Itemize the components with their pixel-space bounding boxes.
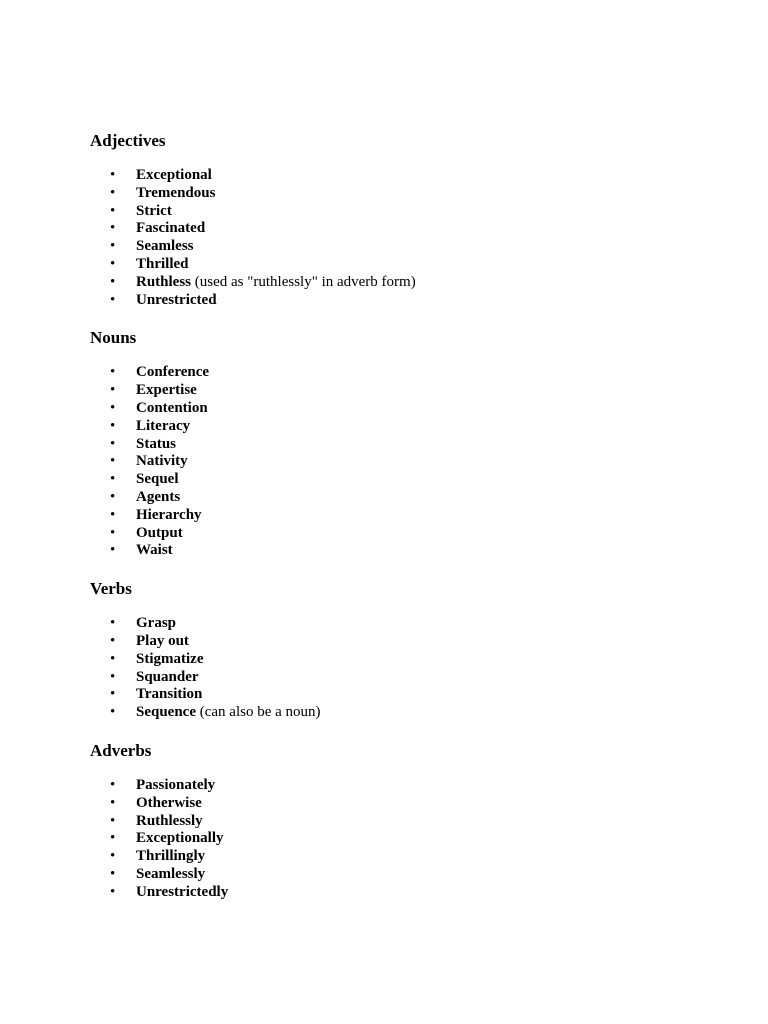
list-item [90, 220, 730, 238]
list-item [90, 615, 730, 633]
list-item [90, 167, 730, 185]
section-heading: Verbs [90, 579, 132, 599]
word-term: Thrilled [136, 255, 189, 272]
bullet-icon: • [110, 435, 116, 452]
list-item [90, 795, 730, 813]
word-term: Literacy [136, 417, 191, 434]
bullet-icon: • [110, 471, 116, 488]
bullet-icon: • [110, 632, 116, 649]
word-term: Unrestricted [136, 291, 217, 308]
word-term: Expertise [136, 382, 197, 399]
list-item [90, 382, 730, 400]
bullet-icon: • [110, 382, 116, 399]
word-term: Tremendous [136, 184, 216, 201]
list-item [90, 507, 730, 525]
section-heading: Adverbs [90, 740, 152, 760]
word-term: Passionately [136, 776, 216, 793]
word-term: Grasp [136, 615, 177, 632]
word-list [90, 364, 730, 560]
section-heading: Adjectives [90, 131, 166, 150]
list-item [90, 777, 730, 795]
word-term: Transition [136, 686, 203, 703]
list-item [90, 489, 730, 507]
list-item [90, 471, 730, 489]
list-item [90, 669, 730, 687]
list-item [90, 848, 730, 866]
word-term: Seamless [136, 238, 194, 255]
bullet-icon: • [110, 686, 116, 703]
word-term: Output [136, 524, 183, 541]
list-item [90, 453, 730, 471]
list-item [90, 203, 730, 221]
list-item [90, 830, 730, 848]
list-item [90, 364, 730, 382]
word-term: Contention [136, 399, 208, 416]
word-term: Sequence [136, 704, 196, 721]
word-term: Strict [136, 202, 172, 219]
word-term: Otherwise [136, 794, 202, 811]
word-term: Exceptionally [136, 830, 224, 847]
list-item [90, 884, 730, 902]
list-item [90, 256, 730, 274]
bullet-icon: • [110, 488, 116, 505]
bullet-icon: • [110, 542, 116, 559]
word-term: Squander [136, 668, 199, 685]
word-list [90, 777, 730, 902]
list-item [90, 436, 730, 454]
bullet-icon: • [110, 615, 116, 632]
list-item [90, 813, 730, 831]
list-item [90, 633, 730, 651]
word-term: Ruthlessly [136, 812, 203, 829]
bullet-icon: • [110, 668, 116, 685]
word-term: Agents [136, 488, 181, 505]
word-term: Stigmatize [136, 650, 204, 667]
bullet-icon: • [110, 184, 116, 201]
bullet-icon: • [110, 364, 116, 381]
list-item [90, 185, 730, 203]
section-adjectives [90, 130, 730, 309]
word-term: Exceptional [136, 167, 212, 183]
bullet-icon: • [110, 255, 116, 272]
list-item [90, 686, 730, 704]
list-item [90, 292, 730, 310]
section-heading: Nouns [90, 328, 137, 348]
word-term: Fascinated [136, 220, 206, 237]
list-item [90, 651, 730, 669]
bullet-icon: • [110, 865, 116, 882]
list-item [90, 866, 730, 884]
bullet-icon: • [110, 524, 116, 541]
bullet-icon: • [110, 812, 116, 829]
word-note: (can also be a noun) [196, 704, 321, 721]
bullet-icon: • [110, 273, 116, 290]
bullet-icon: • [110, 417, 116, 434]
list-item [90, 238, 730, 256]
word-term: Conference [136, 364, 210, 381]
list-item [90, 704, 730, 722]
word-term: Thrillingly [136, 848, 206, 865]
section-nouns [90, 327, 730, 560]
word-term: Sequel [136, 471, 179, 488]
section-adverbs [90, 740, 730, 902]
list-item [90, 400, 730, 418]
word-term: Ruthless [136, 273, 192, 290]
word-term: Play out [136, 632, 189, 649]
list-item [90, 418, 730, 436]
bullet-icon: • [110, 453, 116, 470]
bullet-icon: • [110, 883, 116, 900]
list-item [90, 274, 730, 292]
section-verbs [90, 578, 730, 722]
bullet-icon: • [110, 848, 116, 865]
word-term: Hierarchy [136, 506, 202, 523]
bullet-icon: • [110, 220, 116, 237]
bullet-icon: • [110, 704, 116, 721]
bullet-icon: • [110, 650, 116, 667]
bullet-icon: • [110, 794, 116, 811]
bullet-icon: • [110, 399, 116, 416]
word-term: Unrestrictedly [136, 883, 229, 900]
word-list [90, 615, 730, 722]
bullet-icon: • [110, 291, 116, 308]
word-term: Seamlessly [136, 865, 206, 882]
list-item [90, 525, 730, 543]
bullet-icon: • [110, 830, 116, 847]
bullet-icon: • [110, 167, 116, 183]
list-item [90, 542, 730, 560]
word-term: Status [136, 435, 177, 452]
bullet-icon: • [110, 202, 116, 219]
word-term: Nativity [136, 453, 188, 470]
document-page [90, 130, 730, 920]
bullet-icon: • [110, 776, 116, 793]
word-list [90, 167, 730, 309]
word-note: (used as "ruthlessly" in adverb form) [191, 273, 416, 290]
bullet-icon: • [110, 506, 116, 523]
bullet-icon: • [110, 238, 116, 255]
word-term: Waist [136, 542, 173, 559]
